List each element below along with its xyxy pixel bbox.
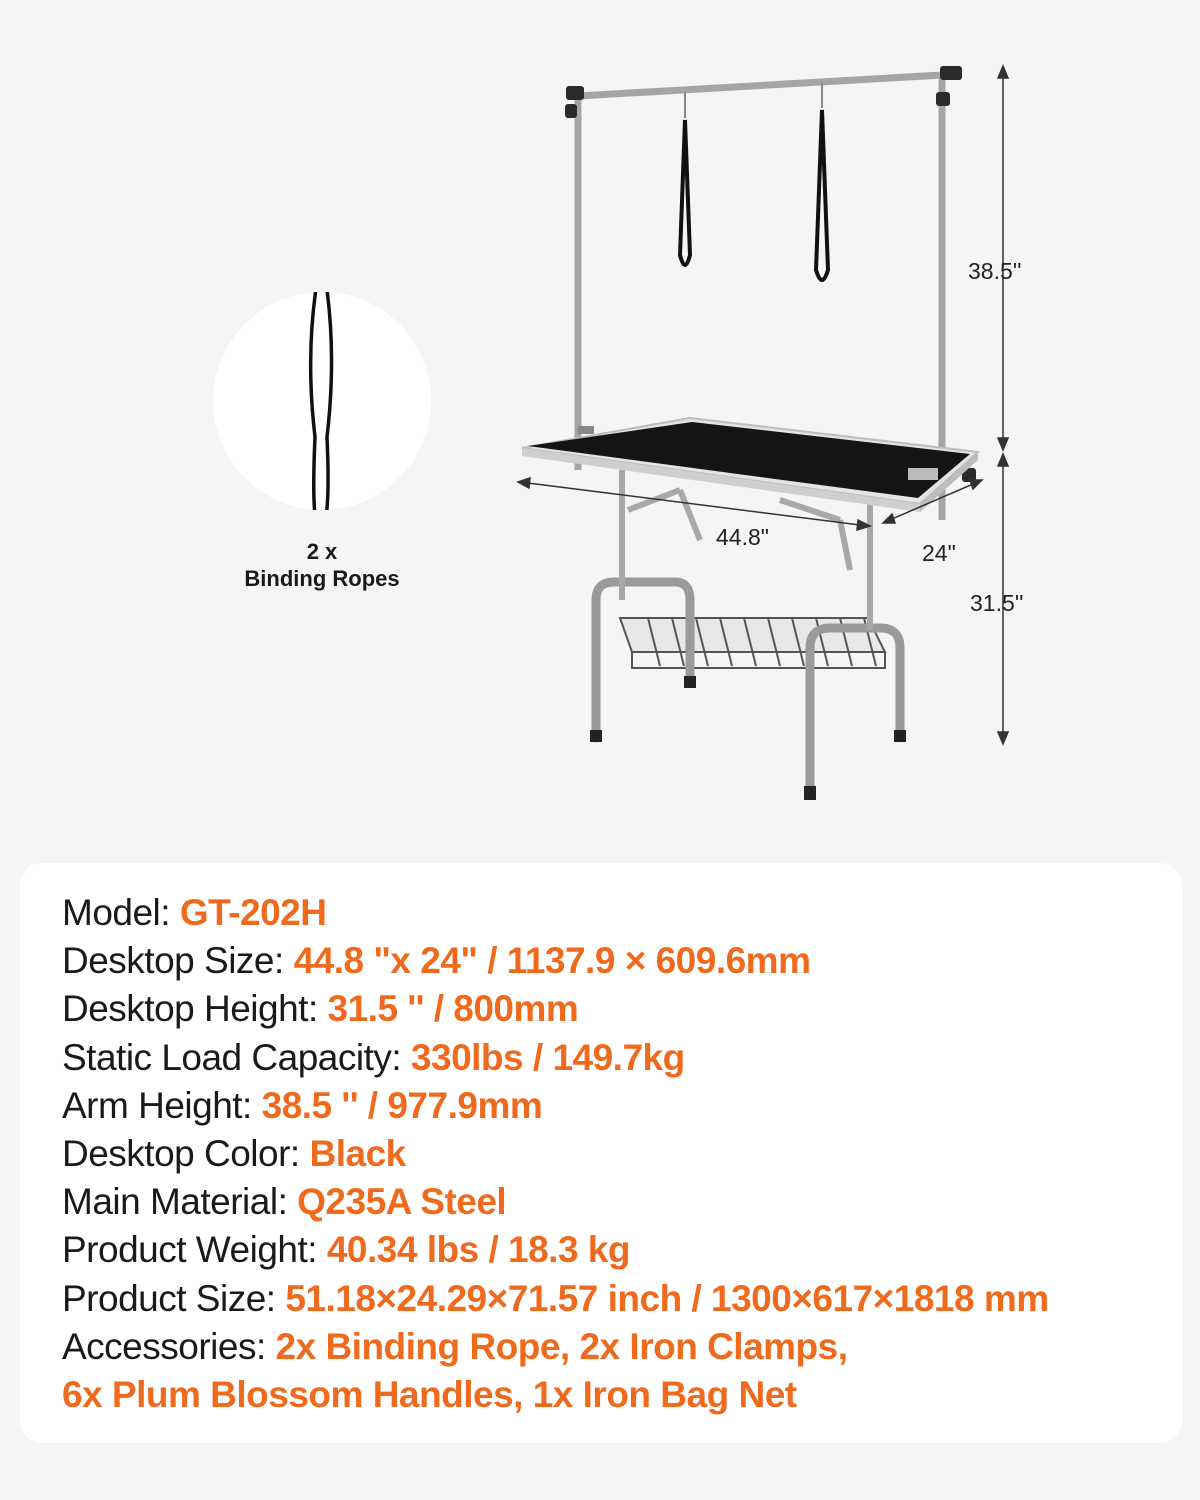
spec-row-main-material <box>62 1178 1049 1226</box>
spec-value: 31.5 '' / 800mm <box>327 988 579 1030</box>
spec-row-load-capacity <box>62 1034 1049 1082</box>
spec-row-desktop-color <box>62 1130 1049 1178</box>
spec-row-arm-height <box>62 1082 1049 1130</box>
spec-value: 44.8 "x 24" / 1137.9 × 609.6mm <box>293 940 811 982</box>
spec-label: Desktop Height: <box>62 988 328 1030</box>
spec-row-product-weight <box>62 1226 1049 1274</box>
spec-label: Desktop Color: <box>62 1133 310 1175</box>
spec-row-desktop-height <box>62 985 1049 1033</box>
desktop-height-label: 31.5'' <box>970 590 1024 616</box>
spec-card <box>20 863 1182 1443</box>
spec-label: Product Weight: <box>62 1229 327 1271</box>
spec-label: Arm Height: <box>62 1084 262 1126</box>
spec-row-model <box>62 889 1049 937</box>
spec-row-accessories-continued <box>62 1371 1049 1419</box>
arm-height-label: 38.5'' <box>968 258 1022 284</box>
binding-rope-thumbnail <box>213 292 431 510</box>
spec-row-accessories <box>62 1323 1049 1371</box>
spec-value: 330lbs / 149.7kg <box>410 1036 685 1078</box>
rope-count: 2 x <box>306 539 338 564</box>
spec-label: Product Size: <box>62 1277 286 1319</box>
spec-value: 51.18×24.29×71.57 inch / 1300×617×1818 mm <box>285 1277 1049 1319</box>
spec-row-product-size <box>62 1275 1049 1323</box>
tabletop <box>522 418 978 512</box>
leg-feet <box>590 676 906 800</box>
spec-value: Black <box>309 1133 406 1175</box>
spec-value: Q235A Steel <box>297 1181 507 1223</box>
spec-list <box>62 889 1049 1419</box>
table-width-label: 44.8" <box>716 524 769 550</box>
spec-value: 2x Binding Rope, 2x Iron Clamps, <box>275 1325 848 1367</box>
table-depth-label: 24" <box>922 540 956 566</box>
spec-value: 40.34 lbs / 18.3 kg <box>326 1229 630 1271</box>
spec-label: Static Load Capacity: <box>62 1036 411 1078</box>
arm-knobs <box>565 66 976 482</box>
spec-value: 6x Plum Blossom Handles, 1x Iron Bag Net <box>62 1374 797 1416</box>
spec-label: Model: <box>62 892 180 933</box>
spec-label: Accessories: <box>62 1325 276 1367</box>
lower-frame <box>596 582 900 792</box>
spec-label: Main Material: <box>62 1181 298 1223</box>
spec-row-desktop-size <box>62 937 1049 985</box>
binding-rope-icon <box>213 292 431 510</box>
spec-value: 38.5 '' / 977.9mm <box>261 1084 543 1126</box>
hanging-loops <box>680 82 828 280</box>
rope-label: Binding Ropes <box>244 566 400 591</box>
rope-caption <box>190 538 454 592</box>
spec-label: Desktop Size: <box>62 940 294 982</box>
spec-value: GT-202H <box>179 892 327 933</box>
